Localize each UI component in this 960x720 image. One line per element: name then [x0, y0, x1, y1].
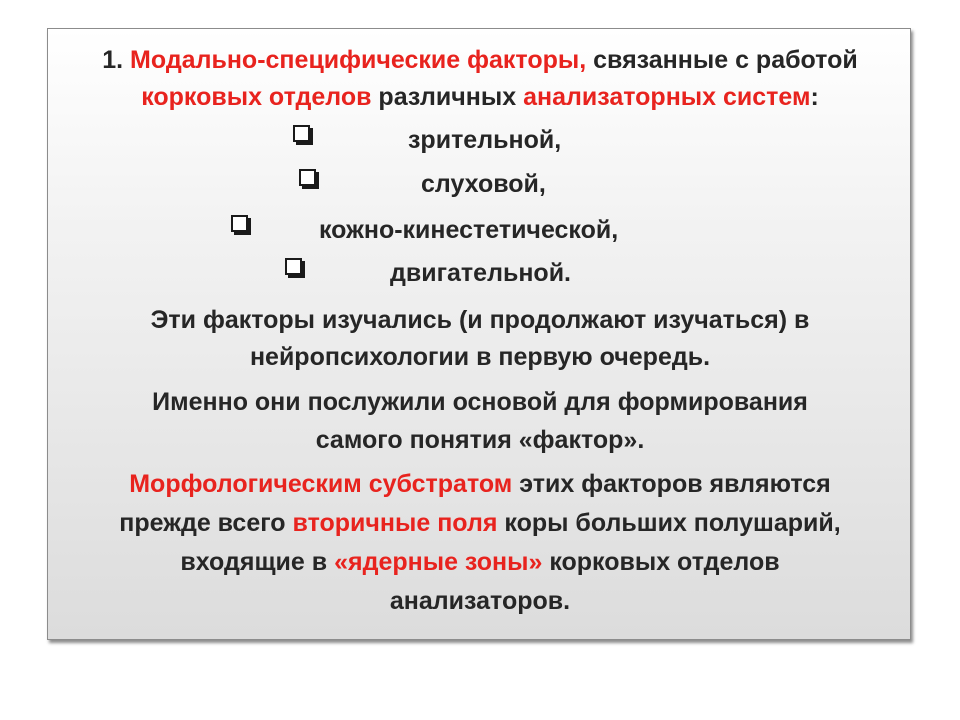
term-modal-specific-factors: Модально-специфические факторы, — [130, 46, 587, 74]
heading-number: 1. — [102, 46, 124, 74]
paragraph-2-line-1: Именно они послужили основой для формирования — [152, 388, 808, 416]
checkbox-bullet-icon — [285, 258, 302, 275]
paragraph-3-text-1: этих факторов являются — [519, 470, 831, 498]
paragraph-3-line-1 — [48, 465, 912, 503]
paragraph-3-line-4: анализаторов. — [389, 587, 571, 615]
paragraph-3-line-2 — [48, 504, 912, 542]
list-item-visual: зрительной, — [408, 126, 562, 154]
term-nuclear-zones: «ядерные зоны» — [334, 548, 543, 576]
paragraph-3-text-2: прежде всего — [119, 509, 286, 537]
content-panel — [47, 28, 911, 640]
paragraph-3-line-3 — [48, 543, 912, 581]
term-cortical-sections: корковых отделов — [141, 83, 372, 111]
list-item-skin-kinesthetic: кожно-кинестетической, — [319, 216, 619, 244]
paragraph-2-line-2: самого понятия «фактор». — [315, 426, 645, 454]
paragraph-3-text-3: коры больших полушарий, — [504, 509, 841, 537]
checkbox-bullet-icon — [299, 169, 316, 186]
term-morphological-substrate: Морфологическим субстратом — [129, 470, 513, 498]
paragraph-1-line-1: Эти факторы изучались (и продолжают изучаться) в — [150, 306, 810, 334]
list-item-auditory: слуховой, — [421, 170, 546, 198]
heading-line-2 — [48, 78, 912, 116]
checkbox-bullet-icon — [231, 215, 248, 232]
term-analyzer-systems: анализаторных систем — [523, 83, 811, 111]
paragraph-3-text-5: корковых отделов — [549, 548, 780, 576]
paragraph-3-text-4: входящие в — [180, 548, 328, 576]
heading-text-1: связанные с работой — [593, 46, 858, 74]
heading-line-1 — [48, 41, 912, 79]
list-item-motor: двигательной. — [390, 259, 572, 287]
checkbox-bullet-icon — [293, 125, 310, 142]
paragraph-1-line-2: нейропсихологии в первую очередь. — [249, 343, 711, 371]
term-secondary-fields: вторичные поля — [292, 509, 498, 537]
heading-colon: : — [810, 83, 819, 111]
heading-text-2: различных — [378, 83, 517, 111]
